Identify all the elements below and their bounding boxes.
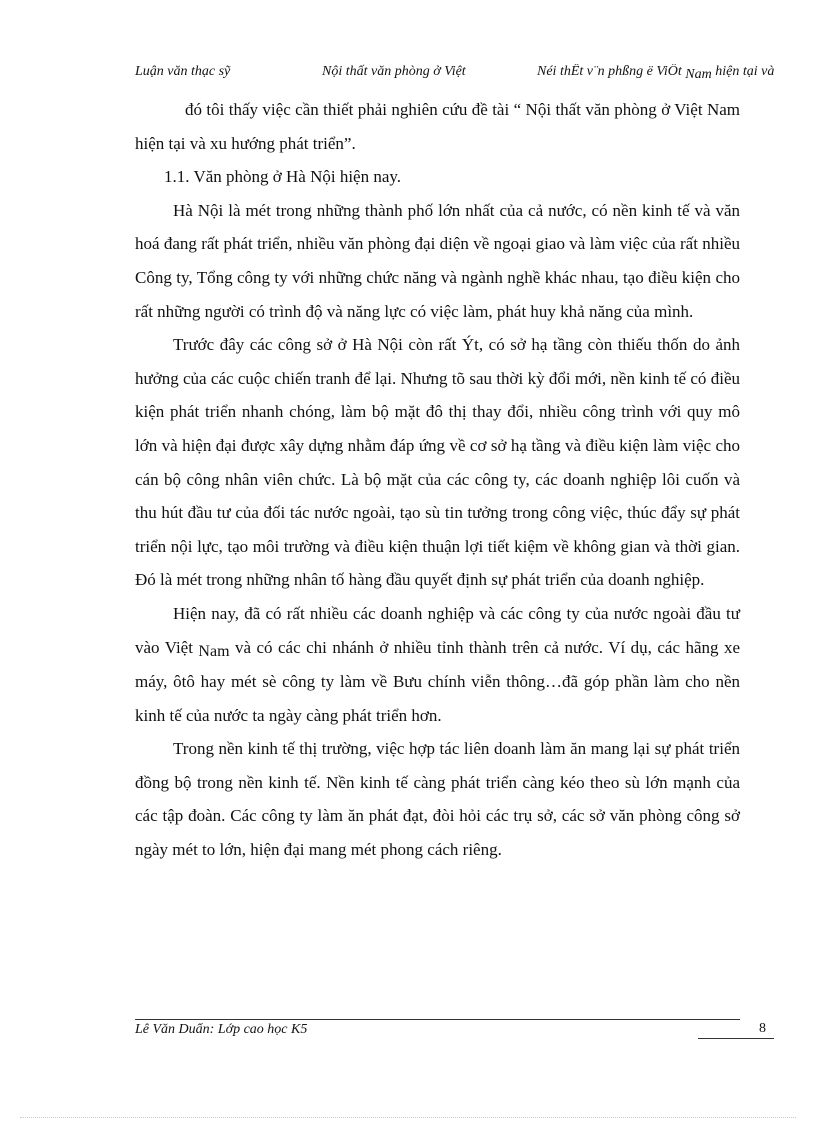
header-right-main: Néi thÊt v¨n phßng ë ViÖt [537,64,682,79]
paragraph-hanoi: Hà Nội là mét trong những thành phố lớn nhất của cả nước, có nền kinh tế và văn hoá đang rất phát triển, nhiều văn phòng đại diện về ngoại giao và làm việc của rất nhiều Công ty, Tổng công ty với những chức năng và ngành nghề khác nhau, tạo điều kiện cho rất những người có trình độ và năng lực có việc làm, phát huy khả năng của mình. [135,200,740,321]
p4-sub: Nam [198,642,230,660]
page-bottom-border [20,1117,796,1118]
footer-author: Lê Văn Duẩn: Lớp cao học K5 [135,1022,308,1037]
p4-part-a: Hiện nay, đã có rất nhiều các doanh nghiệp và các công ty của nước ngoài đầu tư vào Việt [135,603,740,657]
footer-divider [135,1019,740,1020]
section-heading: 1.1. Văn phòng ở Hà Nội hiện nay. [164,167,402,187]
header-right-tail: hiện tại và [711,64,775,79]
paragraph-intro: đó tôi thấy việc cần thiết phải nghiên cứu đề tài “ Nội thất văn phòng ở Việt Nam hiện tại và xu hướng phát triển”. [135,100,740,153]
p4-part-b: và có các chi nhánh ở nhiều tỉnh thành trên cả nước. Ví dụ, các hãng xe máy, ôtô hay mét sè công ty làm về Bưu chính viễn thông…đã góp phần làm cho nền kinh tế của nước ta ngày càng phát triển hơn. [135,637,741,725]
running-header [0,64,816,86]
header-center: Nội thất văn phòng ở Việt [322,64,466,79]
paragraph-market-economy: Trong nền kinh tế thị trường, việc hợp tác liên doanh làm ăn mang lại sự phát triển đồng bộ trong nền kinh tế. Nền kinh tế càng phát triển càng kéo theo sù lớn mạnh của các tập đoàn. Các công ty làm ăn phát đạt, đòi hỏi các trụ sở, các sở văn phòng công sở ngày mét to lớn, hiện đại mang mét phong cách riêng. [135,739,740,860]
header-left: Luận văn thạc sỹ [135,64,231,79]
header-right-sub: Nam [685,67,712,82]
document-body [135,93,740,867]
paragraph-history: Trước đây các công sở ở Hà Nội còn rất Ýt, có sở hạ tầng còn thiếu thốn do ảnh hưởng của các cuộc chiến tranh để lại. Nhưng tõ sau thời kỳ đổi mới, nền kinh tế có điều kiện phát triển nhanh chóng, làm bộ mặt đô thị thay đổi, nhiều công trình với quy mô lớn và hiện đại được xây dựng nhằm đáp ứng về cơ sở hạ tầng và điều kiện làm việc cho cán bộ công nhân viên chức. Là bộ mặt của các công ty, các doanh nghiệp lôi cuốn và thu hút đầu tư của đối tác nước ngoài, tạo sù tin tưởng trong công việc, thúc đẩy sự phát triển nội lực, tạo môi trường và điều kiện thuận lợi tiết kiệm về không gian và thời gian. Đó là mét trong những nhân tố hàng đầu quyết định sự phát triển của doanh nghiệp. [135,335,740,590]
header-right [537,64,774,80]
page-number: 8 [698,1020,774,1039]
paragraph-foreign-investment [135,597,740,732]
